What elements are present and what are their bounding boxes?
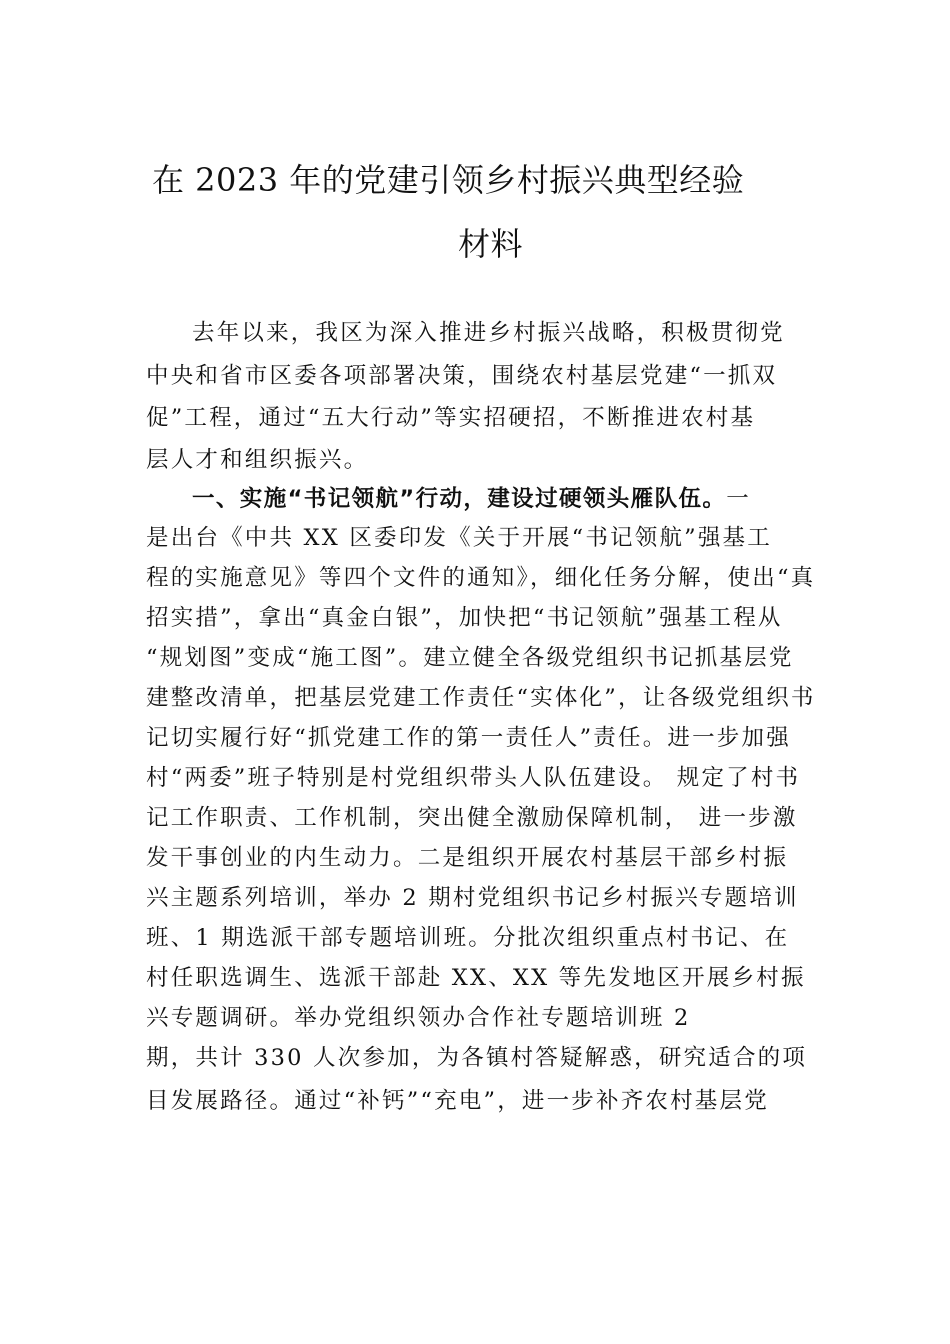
section-1-line-14: 期，共计 330 人次参加，为各镇村答疑解惑，研究适合的项 xyxy=(146,1045,808,1071)
section-1-line-4: “规划图”变成“施工图”。建立健全各级党组织书记抓基层党 xyxy=(146,645,794,671)
section-1-line-15: 目发展路径。通过“补钙”“充电”，进一步补齐农村基层党 xyxy=(146,1088,769,1114)
section-1-line-11: 班、1 期选派干部专题培训班。分批次组织重点村书记、在 xyxy=(146,925,790,951)
paragraph-1-line-4: 层人才和组织振兴。 xyxy=(146,447,369,473)
section-1-line-12: 村任职选调生、选派干部赴 XX、XX 等先发地区开展乡村振 xyxy=(146,965,806,991)
document-title-line-1: 在 2023 年的党建引领乡村振兴典型经验 xyxy=(152,161,745,199)
paragraph-1-line-3: 促”工程，通过“五大行动”等实招硬招，不断推进农村基 xyxy=(146,405,756,431)
section-1-line-10: 兴主题系列培训，举办 2 期村党组织书记乡村振兴专题培训 xyxy=(146,885,799,911)
section-1-line-3: 招实措”，拿出“真金白银”，加快把“书记领航”强基工程从 xyxy=(146,605,783,631)
paragraph-1-line-2: 中央和省市区委各项部署决策，围绕农村基层党建“一抓双 xyxy=(146,363,778,389)
section-1-line-6: 记切实履行好“抓党建工作的第一责任人”责任。进一步加强 xyxy=(146,725,791,751)
section-1-line-7: 村“两委”班子特别是村党组织带头人队伍建设。 规定了村书 xyxy=(146,765,801,791)
section-1-line-2: 程的实施意见》等四个文件的通知》，细化任务分解，使出“真 xyxy=(146,565,816,591)
section-1-line-8: 记工作职责、工作机制，突出健全激励保障机制， 进一步激 xyxy=(146,805,798,831)
section-1-heading: 一、实施“书记领航”行动，建设过硬领头雁队伍。 xyxy=(192,486,727,512)
section-1-line-9: 发干事创业的内生动力。二是组织开展农村基层干部乡村振 xyxy=(146,845,789,871)
section-1-line-13: 兴专题调研。举办党组织领办合作社专题培训班 2 xyxy=(146,1005,691,1031)
section-1-line-1: 是出台《中共 XX 区委印发《关于开展“书记领航”强基工 xyxy=(146,525,772,551)
section-1-heading-tail: 一 xyxy=(726,486,751,512)
section-1-line-5: 建整改清单，把基层党建工作责任“实体化”，让各级党组织书 xyxy=(146,685,816,711)
paragraph-1-line-1: 去年以来，我区为深入推进乡村振兴战略，积极贯彻党 xyxy=(192,320,785,346)
section-1-heading-line xyxy=(192,488,751,511)
document-title-line-2: 材料 xyxy=(458,225,524,263)
